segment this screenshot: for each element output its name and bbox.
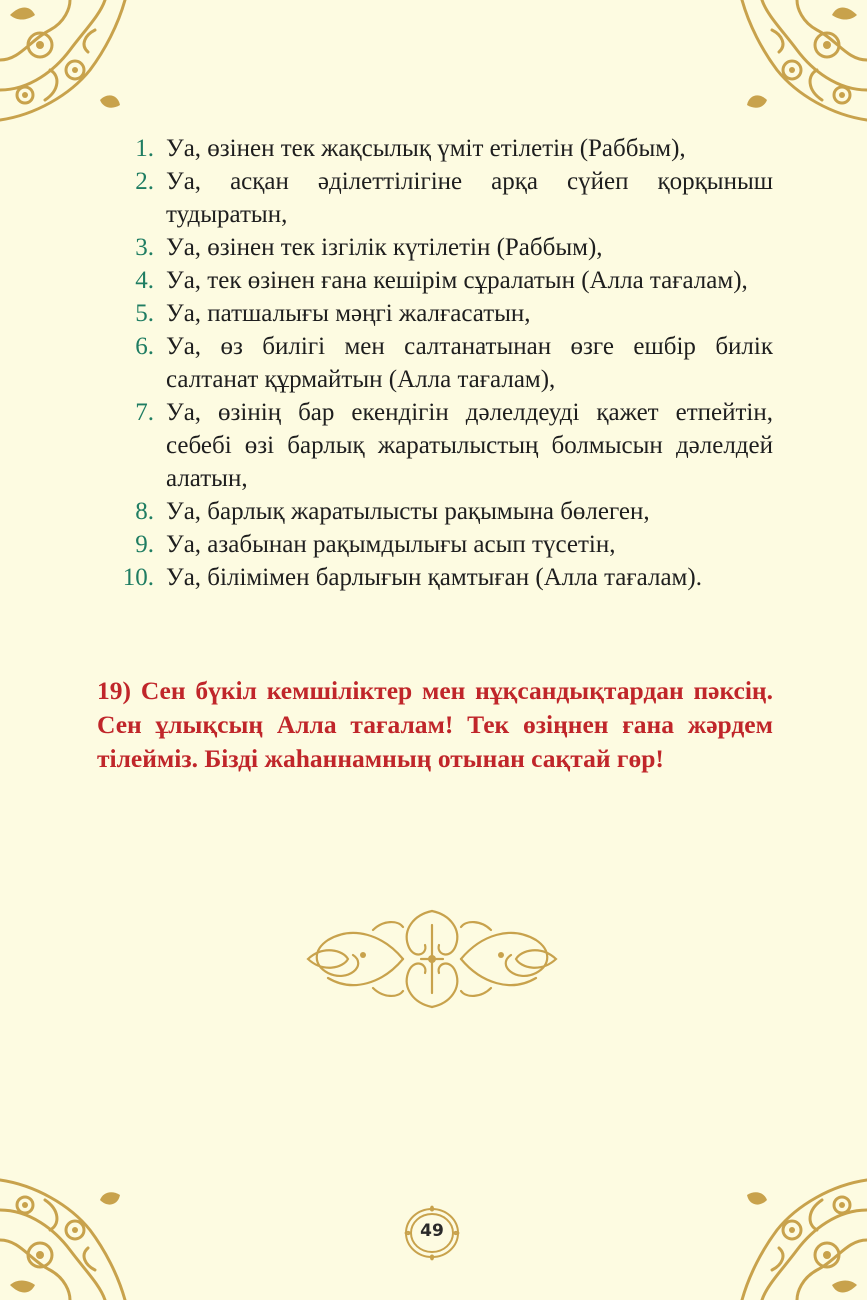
list-item-number: 3. [135,234,154,261]
list-item [118,264,773,297]
list-item-text: Уа, білімімен барлығын қамтыған (Алла тағалам). [166,564,702,591]
list-item-text: Уа, өзінен тек ізгілік күтілетін (Раббым), [166,234,603,261]
list-item-text: Уа, тек өзінен ғана кешірім сұралатын (Алла тағалам), [166,267,748,294]
list-item-number: 7. [135,399,154,426]
list-item [118,165,773,231]
decorative-ornament [303,905,561,1013]
list-item [118,297,773,330]
list-item-number: 10. [122,564,154,591]
list-item-text: Уа, асқан әділеттілігіне арқа сүйеп қорқыныш тудыратын, [166,168,773,228]
list-item [118,561,773,594]
prayer-number: 19) [97,675,131,705]
list-item [118,231,773,264]
list-item-text: Уа, барлық жаратылысты рақымына бөлеген, [166,498,650,525]
list-item-text: Уа, өзінің бар екендігін дәлелдеуді қажет етпейтін, себебі өзі барлық жаратылыстың болмысын дәлелдей алатын, [166,399,773,492]
list-item-number: 9. [135,531,154,558]
list-item-number: 8. [135,498,154,525]
list-item-number: 1. [135,135,154,162]
page-number: 49 [420,1221,444,1241]
list-item [118,396,773,495]
list-item [118,330,773,396]
corner-ornament-top-left [0,0,130,130]
list-item [118,132,773,165]
corner-ornament-top-right [737,0,867,130]
list-item-text: Уа, азабынан рақымдылығы асып түсетін, [166,531,616,558]
list-item-number: 6. [135,333,154,360]
corner-ornament-bottom-right [737,1170,867,1300]
prayer-text: Сен бүкіл кемшіліктер мен нұқсандықтардан пәксің. Сен ұлықсың Алла тағалам! Тек өзіңнен ғана жәрдем тілейміз. Бізді жаһаннамның отынан сақтай гөр! [97,675,773,773]
list-item-number: 4. [135,267,154,294]
prayer-paragraph [97,674,773,776]
list-item-text: Уа, өзінен тек жақсылық үміт етілетін (Раббым), [166,135,686,162]
list-item [118,495,773,528]
attributes-list [118,132,773,594]
list-item-number: 5. [135,300,154,327]
corner-ornament-bottom-left [0,1170,130,1300]
list-item-text: Уа, патшалығы мәңгі жалғасатын, [166,300,531,327]
list-item-text: Уа, өз билігі мен салтанатынан өзге ешбір билік салтанат құрмайтын (Алла тағалам), [166,333,773,393]
list-item [118,528,773,561]
list-item-number: 2. [135,168,154,195]
